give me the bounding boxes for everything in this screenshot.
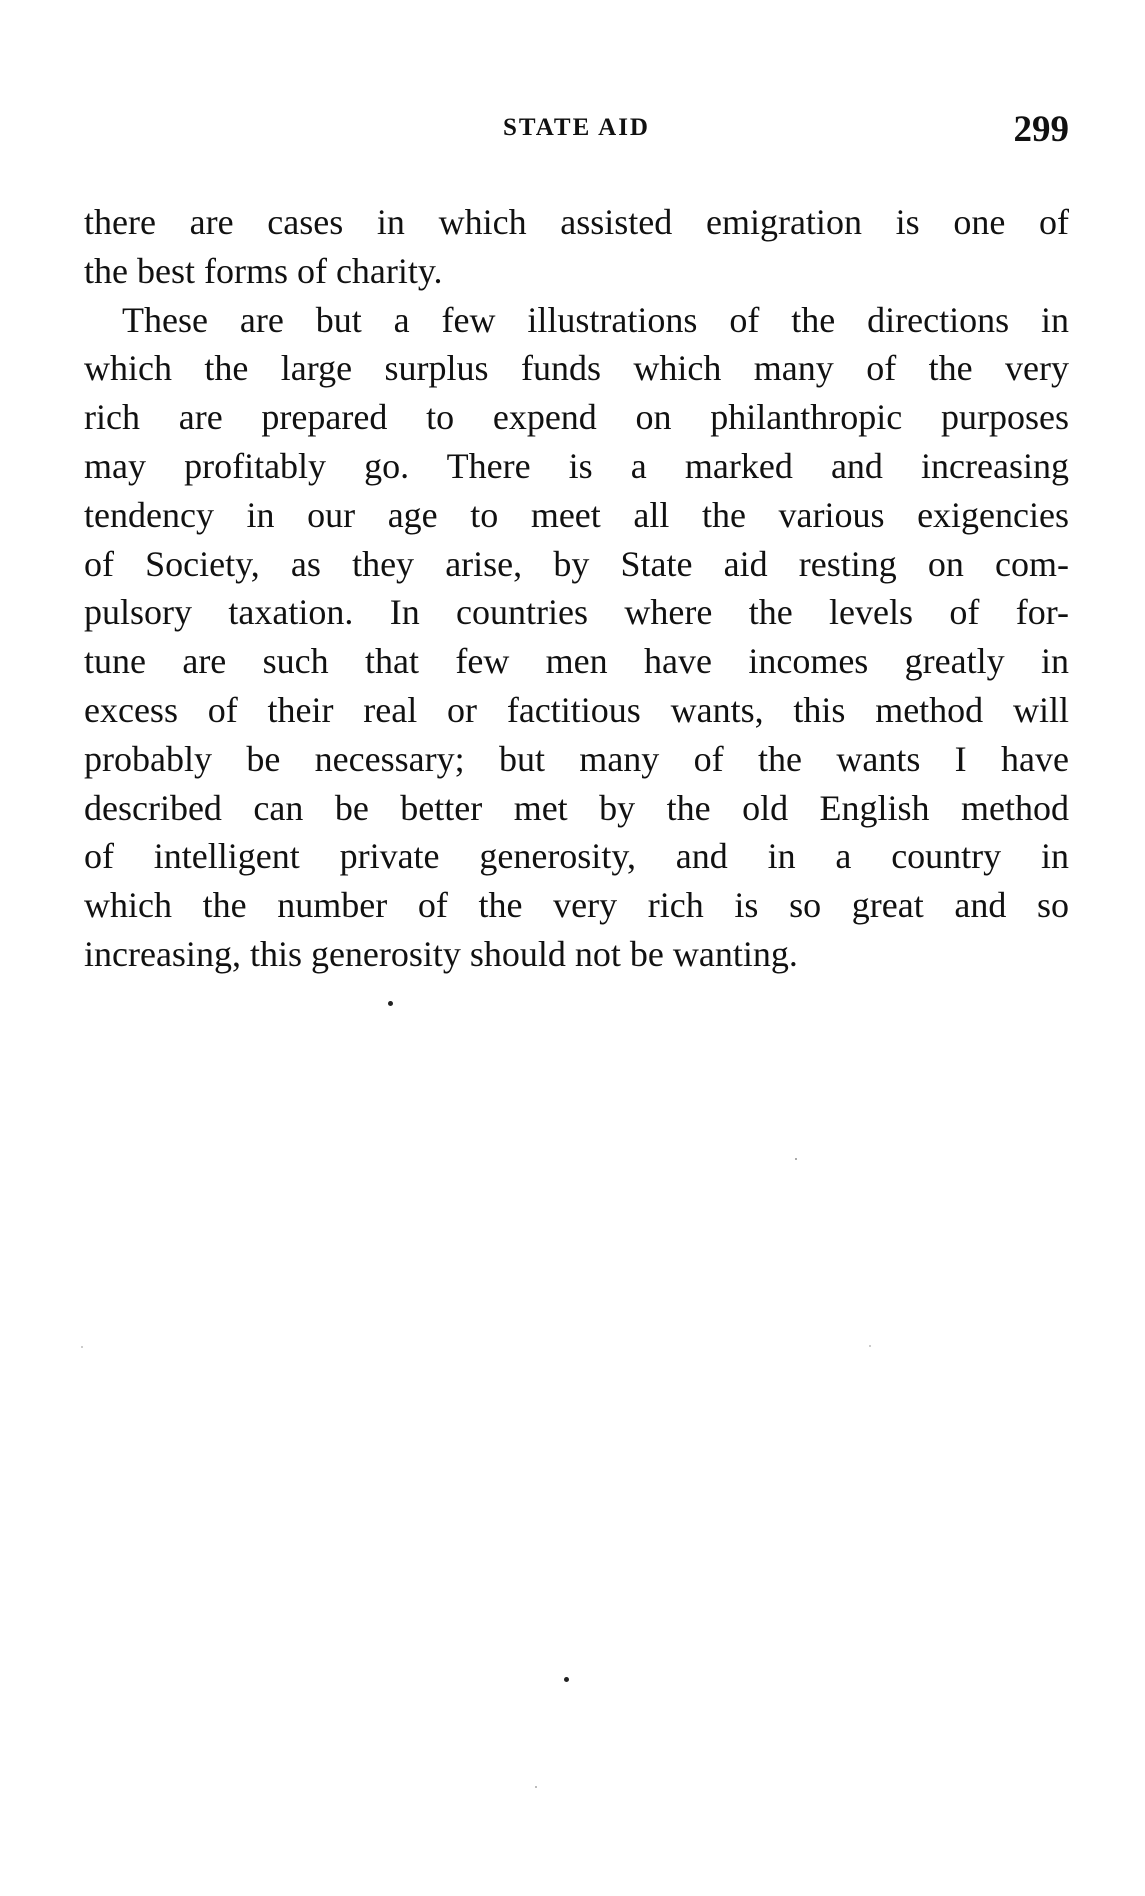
scan-speck: [535, 1786, 537, 1788]
running-title: STATE AID: [503, 114, 650, 141]
text-line: tendency in our age to meet all the various exigencies: [84, 494, 1069, 535]
text-line: rich are prepared to expend on philanthropic purposes: [84, 397, 1069, 438]
text-line: probably be necessary; but many of the wants I have: [84, 738, 1069, 779]
text-line: which the number of the very rich is so great and so: [84, 885, 1069, 926]
text-line: there are cases in which assisted emigration is one of: [84, 202, 1069, 242]
text-line: tune are such that few men have incomes greatly in: [84, 641, 1069, 682]
text-line: described can be better met by the old English method: [84, 787, 1069, 828]
scan-speck: [564, 1677, 569, 1682]
text-line: pulsory taxation. In countries where the levels of for-: [84, 592, 1069, 633]
scan-speck: [869, 1345, 871, 1347]
text-line: of Society, as they arise, by State aid resting on com-: [84, 543, 1069, 584]
paragraph-2: [84, 296, 1069, 979]
text-line: excess of their real or factitious wants, this method will: [84, 689, 1069, 730]
text-line: may profitably go. There is a marked and increasing: [84, 445, 1069, 486]
scan-speck: [388, 1001, 393, 1006]
text-line: These are but a few illustrations of the directions in: [122, 299, 1069, 340]
paragraph-1: [84, 198, 1069, 296]
body-text: [84, 198, 1069, 979]
text-line: of intelligent private generosity, and in a country in: [84, 836, 1069, 877]
page-number: 299: [1013, 109, 1069, 150]
text-line: the best forms of charity.: [84, 250, 443, 291]
text-line: increasing, this generosity should not be wanting.: [84, 933, 798, 974]
scan-speck: [81, 1346, 83, 1348]
running-header: [84, 108, 1069, 158]
scan-speck: [795, 1158, 797, 1160]
text-line: which the large surplus funds which many of the very: [84, 348, 1069, 389]
